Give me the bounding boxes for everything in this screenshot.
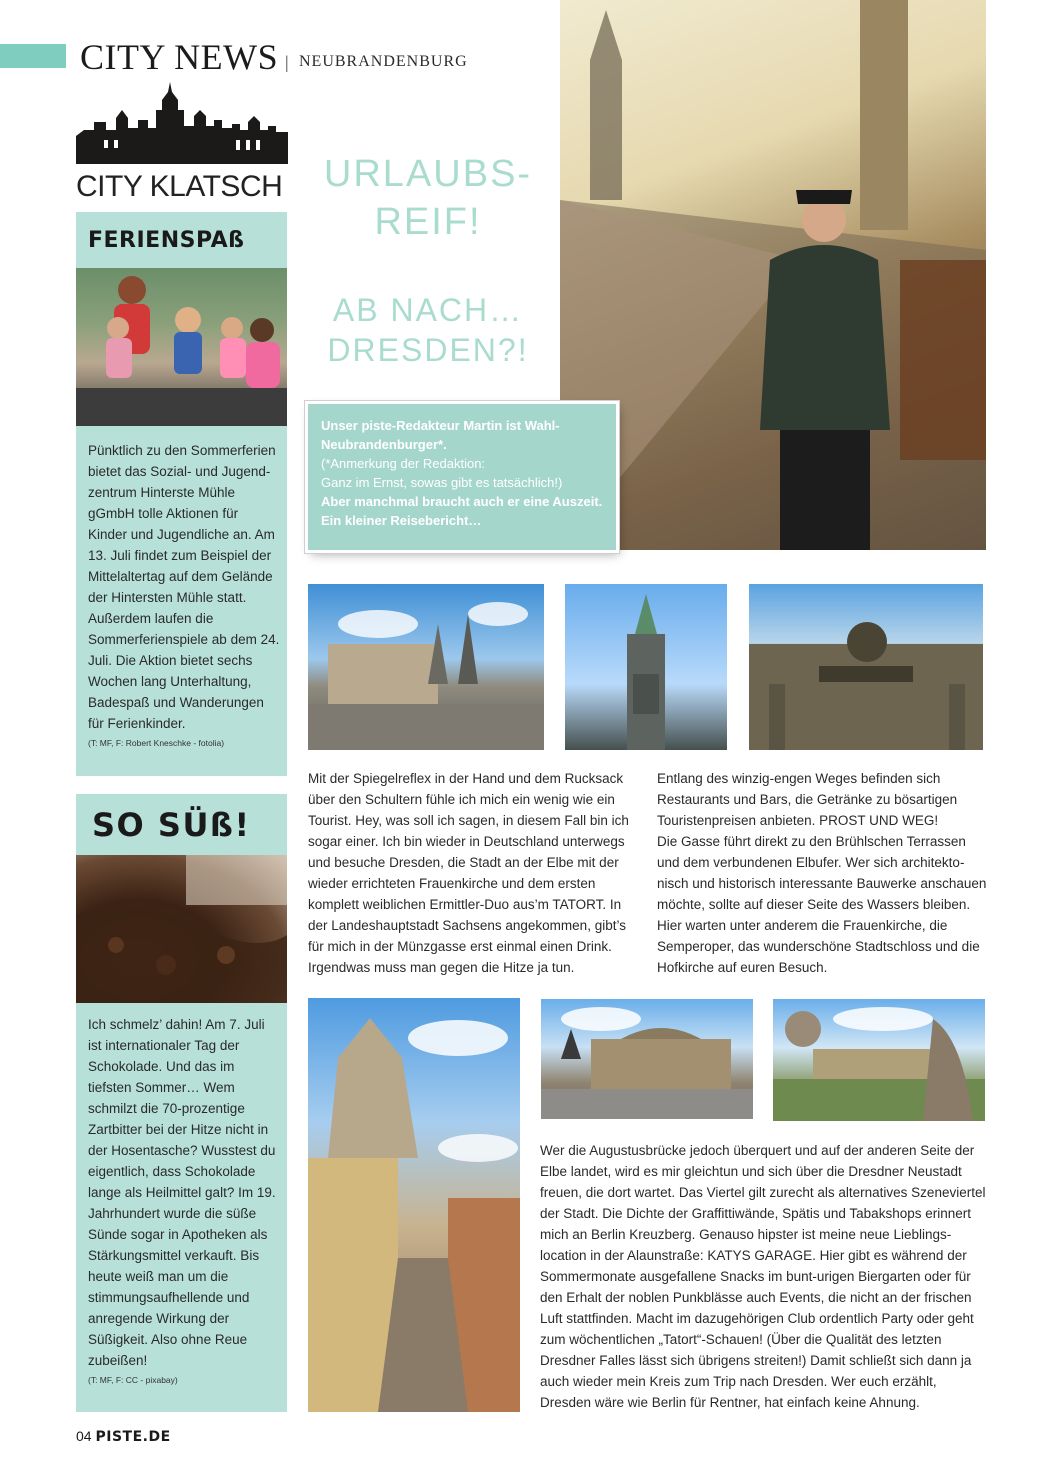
- article-column-3: [540, 1140, 988, 1413]
- hero-photo: [560, 0, 986, 550]
- semperoper-photo: [541, 999, 753, 1119]
- dresden-square-photo: [308, 584, 544, 750]
- article-title: [310, 150, 546, 246]
- city-klatsch-caption: CITY KLATSCH: [76, 170, 283, 203]
- article-column-1: [308, 768, 644, 978]
- zwinger-photo: [773, 999, 985, 1121]
- article-subtitle: [310, 290, 546, 370]
- header-city: NEUBRANDENBURG: [299, 53, 468, 70]
- article-subtitle-line: AB NACH…: [332, 292, 524, 328]
- intro-box: [308, 404, 616, 550]
- page-footer: [76, 1428, 171, 1445]
- site-name[interactable]: PISTE.DE: [95, 1429, 171, 1445]
- header-separator: |: [285, 52, 289, 72]
- intro-note: Ganz im Ernst, sowas gibt es tatsächlich!): [321, 475, 563, 490]
- sidebar-text: [88, 440, 280, 750]
- article-paragraph: Wer die Augustusbrücke jedoch überquert und auf der anderen Seite der Elbe landet, wird es mir gleichtun und sich über die Dresdner Neustadt freuen, die dort wartet. Das Viertel gilt zurecht als alternatives Szeneviertel der Stadt. Die Dichte der Graffittiwände, Spätis und Tabakshops erinnert mich an Berlin Kreuzberg. Genauso hipster ist meine neue Lieblingslocation in der Alaunstraße: KATYS GARAGE. Hier gibt es während der Sommermonate ausgefallene Snacks im bunt-urigen Biergarten oder für den Erhalt der noblen Punkblässe auch Events, die nicht an der frischen Luft stattfinden. Macht im dazugehörigen Club ordentlich Party oder geht zum wöchentlichen „Tatort“-Schauen! (Über die Qualität des letzten Dresdner Falles lässt sich übrigens streiten!) Damit schließt sich dann ja auch wieder mein Kreis zum Trip nach Dresden. Wer euch erzählt, Dresden wäre wie Berlin für Rentner, hat einfach keine Ahnung.: [540, 1143, 986, 1410]
- sidebar-paragraph: Ich schmelz’ dahin! Am 7. Juli ist internationaler Tag der Schokolade. Und das im tiefsten Sommer… Wem schmilzt die 70-prozentige Zartbitter bei der Hitze nicht in der Hosentasche? Wusstest du eigentlich, dass Schokolade lange als Heilmittel galt? Im 19. Jahrhundert wurde die süße Sünde sogar in Apotheken als Stärkungsmittel verkauft. Bis heute weiß man um die stimmungsaufhellende und anregende Wirkung der Süßigkeit. Also ohne Reue zubeißen!: [88, 1017, 276, 1368]
- intro-note: (*Anmerkung der Redaktion:: [321, 456, 486, 471]
- article-paragraph: Mit der Spiegelreflex in der Hand und dem Rucksack über den Schultern fühle ich mich ein wenig wie ein Tourist. Hey, was soll ich sagen, in diesem Fall bin ich sogar einer. Ich bin wieder in Deutschland unterwegs und besuche Dresden, die Stadt an der Elbe mit der wieder errichteten Frauenkirche und dem ersten komplett weiblichen Ermittler-Duo aus’m TATORT. In der Landeshauptstadt Sachsens angekommen, gibt’s für mich in der Münzgasse erst einmal einen Drink. Irgendwas muss man gegen die Hitze ja tun.: [308, 771, 629, 975]
- article-paragraph: Die Gasse führt direkt zu den Brühlschen Terrassen und dem verbundenen Elbufer. Wer sich architektonisch und historisch interessante Bauwerke anschauen möchte, sollte auf dieser Seite des Wassers bleiben. Hier warten unter anderem die Frauenkirche, die Semperoper, das wunderschöne Stadtschloss und die Hofkirche auf euren Besuch.: [657, 834, 987, 975]
- sidebar-heading: SO SÜß!: [92, 806, 251, 844]
- sidebar-text: [88, 1014, 280, 1387]
- header-accent-bar: [0, 44, 66, 68]
- photo-credit: (T: MF, F: CC - pixabay): [88, 1375, 178, 1385]
- article-column-2: [657, 768, 987, 978]
- article-paragraph: Entlang des winzig-engen Weges befinden sich Restaurants und Bars, die Getränke zu bösartigen Touristenpreisen anbieten. PROST UND WEG!: [657, 771, 958, 828]
- sidebar-heading: FERIENSPAß: [88, 228, 245, 253]
- city-skyline-logo: [76, 80, 288, 170]
- sidebar-paragraph: Pünktlich zu den Sommerferien bietet das Sozial- und Jugendzentrum Hinterste Mühle gGmbH tolle Aktionen für Kinder und Jugendliche an. Am 13. Juli findet zum Beispiel der Mittelaltertag auf dem Gelände der Hintersten Mühle statt. Außerdem laufen die Sommerferienspiele ab dem 24. Juli. Die Aktion bietet sechs Wochen lang Unterhaltung, Badespaß und Wanderungen für Ferienkinder.: [88, 443, 280, 731]
- page-title: CITY NEWS: [80, 37, 279, 77]
- frauenkirche-street-photo: [308, 998, 520, 1412]
- intro-bold: Aber manchmal braucht auch er eine Auszeit. Ein kleiner Reisebericht…: [321, 494, 603, 528]
- church-tower-photo: [565, 584, 727, 750]
- article-title-line: URLAUBS-: [323, 153, 533, 195]
- chocolate-photo: [76, 855, 287, 1003]
- intro-bold: Unser piste-Redakteur Martin ist Wahl-Neubrandenburger*.: [321, 418, 560, 452]
- kids-photo: [76, 268, 287, 426]
- article-subtitle-line: DRESDEN?!: [327, 332, 529, 368]
- art-academy-photo: [749, 584, 983, 750]
- page-number: 04: [76, 1428, 92, 1444]
- article-title-line: REIF!: [374, 201, 482, 243]
- photo-credit: (T: MF, F: Robert Kneschke - fotolia): [88, 738, 225, 748]
